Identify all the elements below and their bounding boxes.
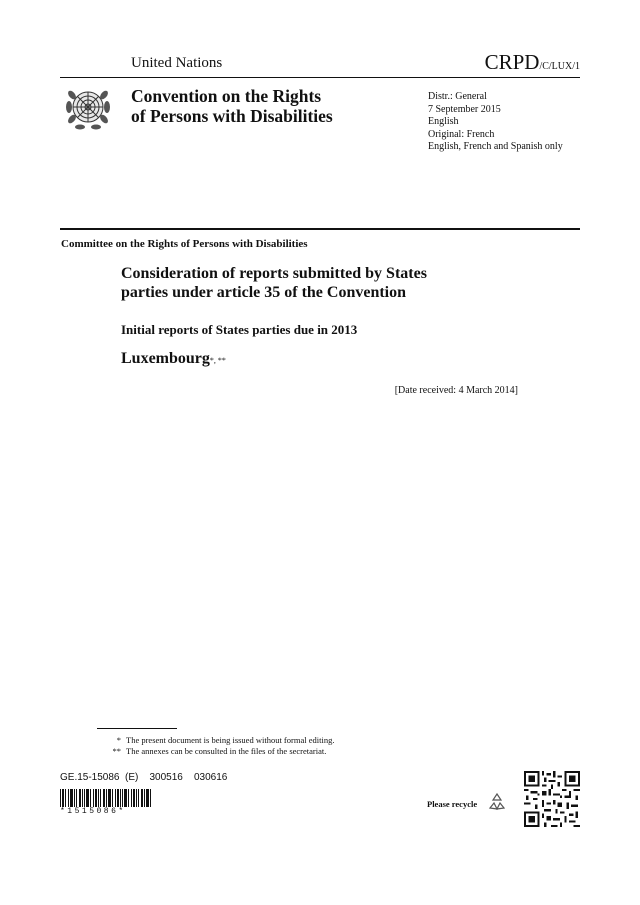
- section-rule: [60, 228, 580, 230]
- header-rule: [60, 77, 580, 78]
- document-symbol: [485, 50, 580, 75]
- footnote-mark: **: [112, 746, 121, 756]
- document-title-line1: Consideration of reports submitted by States: [121, 265, 427, 282]
- distribution-languages-only: English, French and Spanish only: [428, 141, 563, 152]
- distribution-original: Original: French: [428, 128, 495, 140]
- document-subtitle: Initial reports of States parties due in 2013: [121, 322, 358, 337]
- recycle-icon: [486, 791, 508, 813]
- distribution-language: English: [428, 116, 459, 127]
- barcode-text: *1515086*: [60, 807, 126, 816]
- symbol-main: CRPD: [484, 50, 540, 74]
- distribution-line: Distr.: General: [428, 91, 487, 102]
- distribution-block: [428, 91, 563, 154]
- qr-code-icon: [524, 771, 580, 827]
- recycle-label: Please recycle: [427, 799, 478, 809]
- footnote-text: The annexes can be consulted in the files of the secretariat.: [126, 746, 327, 756]
- footnote: [101, 746, 326, 756]
- footnote-rule: [97, 728, 177, 729]
- symbol-suffix: /C/LUX/1: [539, 61, 580, 72]
- document-title: [121, 264, 427, 302]
- date-received: [Date received: 4 March 2014]: [394, 385, 518, 396]
- footnote: [101, 735, 334, 745]
- footnote-marks: *, **: [209, 356, 226, 365]
- document-number: GE.15-15086 (E) 300516 030616: [60, 772, 228, 783]
- committee-name: Committee on the Rights of Persons with Disabilities: [61, 238, 308, 250]
- convention-title: [131, 86, 333, 126]
- organization-name: United Nations: [131, 55, 223, 71]
- un-emblem-icon: [63, 82, 113, 132]
- document-title-line2: parties under article 35 of the Convention: [121, 284, 407, 301]
- distribution-date: 7 September 2015: [428, 103, 501, 115]
- country-heading: [121, 350, 226, 368]
- country-name: Luxembourg: [121, 350, 210, 367]
- footnote-mark: *: [116, 735, 121, 745]
- footnote-text: The present document is being issued without formal editing.: [126, 735, 335, 745]
- convention-title-line1: Convention on the Rights: [131, 86, 322, 106]
- convention-title-line2: of Persons with Disabilities: [131, 106, 333, 126]
- barcode-icon: [60, 789, 152, 807]
